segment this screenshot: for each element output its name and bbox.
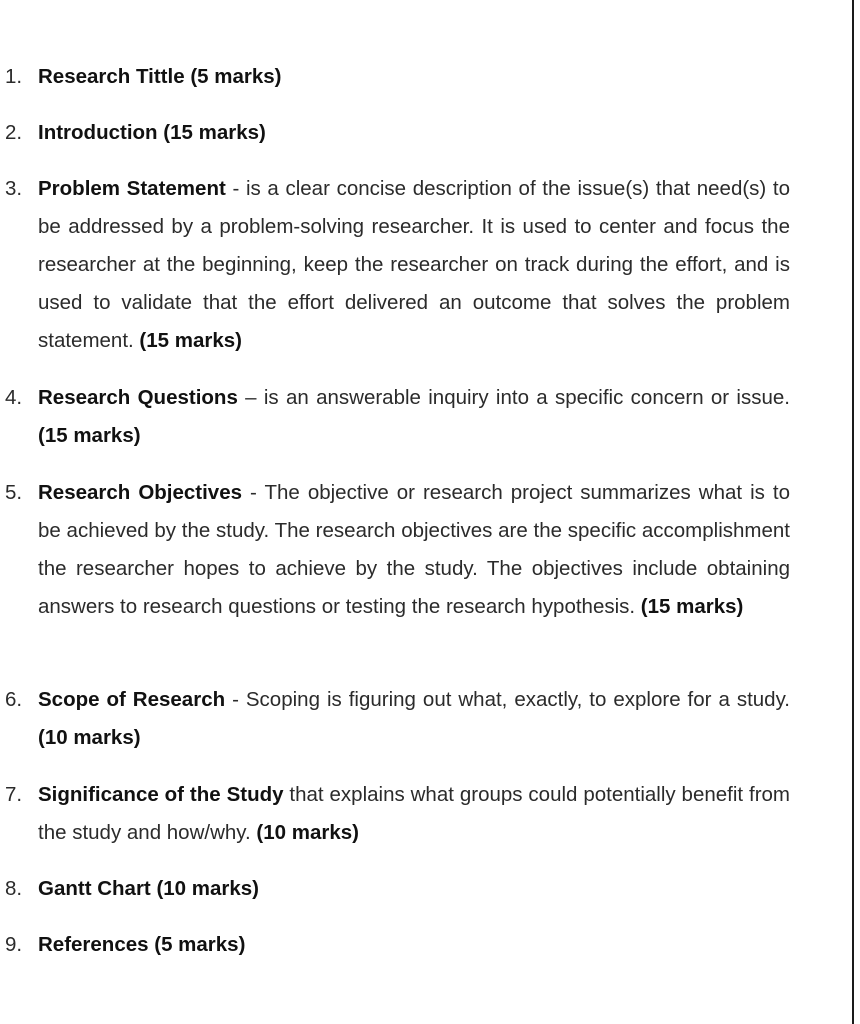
item-marks: (15 marks): [38, 424, 141, 447]
item-text: – is an answerable inquiry into a specific concern or issue.: [237, 386, 790, 409]
item-number: 3.: [5, 177, 23, 200]
item-text: - is a clear concise description of the issue(s) that need(s) to be addressed by a problem-solving researcher. It is used to center and focus the researcher at the beginning, keep the researcher on track during the effort, and is used to validate that the effort delivered an outcome that solves the problem statement.: [38, 177, 791, 352]
item-marks: (5 marks): [154, 933, 246, 956]
list-item-research-questions: [0, 379, 790, 455]
item-content: [38, 926, 790, 964]
item-heading: Introduction: [38, 121, 158, 144]
page-edge-border: [852, 0, 854, 1024]
item-heading: Significance of the Study: [38, 783, 284, 806]
list-item-gantt-chart: [0, 870, 790, 908]
item-content: [38, 474, 790, 626]
item-marks: (5 marks): [190, 65, 282, 88]
item-text: - Scoping is figuring out what, exactly, to explore for a study.: [225, 688, 790, 711]
item-marks: (15 marks): [640, 595, 744, 618]
item-number: 2.: [5, 121, 23, 144]
item-marks: (10 marks): [256, 821, 359, 844]
item-text: - The objective or research project summarizes what is to be achieved by the study. The research objectives are the specific accomplishment the researcher hopes to achieve by the study. The objectives include obtaining answers to research questions or testing the research hypothesis.: [38, 481, 790, 618]
item-heading: Research Tittle: [38, 65, 185, 88]
item-content: [38, 776, 790, 852]
item-marks: (10 marks): [156, 877, 260, 900]
item-heading: Problem Statement: [38, 177, 226, 200]
item-content: [38, 379, 790, 455]
item-number: 9.: [5, 933, 23, 956]
item-heading: Gantt Chart: [38, 877, 151, 900]
item-content: [38, 870, 790, 908]
item-marks: (10 marks): [38, 726, 141, 749]
item-number: 8.: [5, 877, 23, 900]
item-marks: (15 marks): [139, 329, 242, 352]
list-item-problem-statement: [0, 170, 790, 360]
item-number: 7.: [5, 783, 23, 806]
item-marks: (15 marks): [163, 121, 266, 144]
list-item-significance-of-study: [0, 776, 790, 852]
item-content: [38, 114, 790, 152]
list-item-introduction: [0, 114, 790, 152]
item-content: [38, 58, 790, 96]
list-item-research-title: [0, 58, 790, 96]
item-content: [38, 170, 790, 360]
item-number: 5.: [5, 481, 23, 504]
item-number: 1.: [5, 65, 23, 88]
item-heading: Research Questions: [38, 386, 238, 409]
item-heading: Scope of Research: [38, 688, 226, 711]
list-item-references: [0, 926, 790, 964]
item-number: 4.: [5, 386, 23, 409]
item-heading: Research Objectives: [38, 481, 243, 504]
item-heading: References: [38, 933, 149, 956]
list-item-scope-of-research: [0, 681, 790, 757]
item-text: that explains what groups could potentially benefit from the study and how/why.: [38, 783, 790, 844]
list-item-research-objectives: [0, 474, 790, 626]
item-content: [38, 681, 790, 757]
item-number: 6.: [5, 688, 23, 711]
